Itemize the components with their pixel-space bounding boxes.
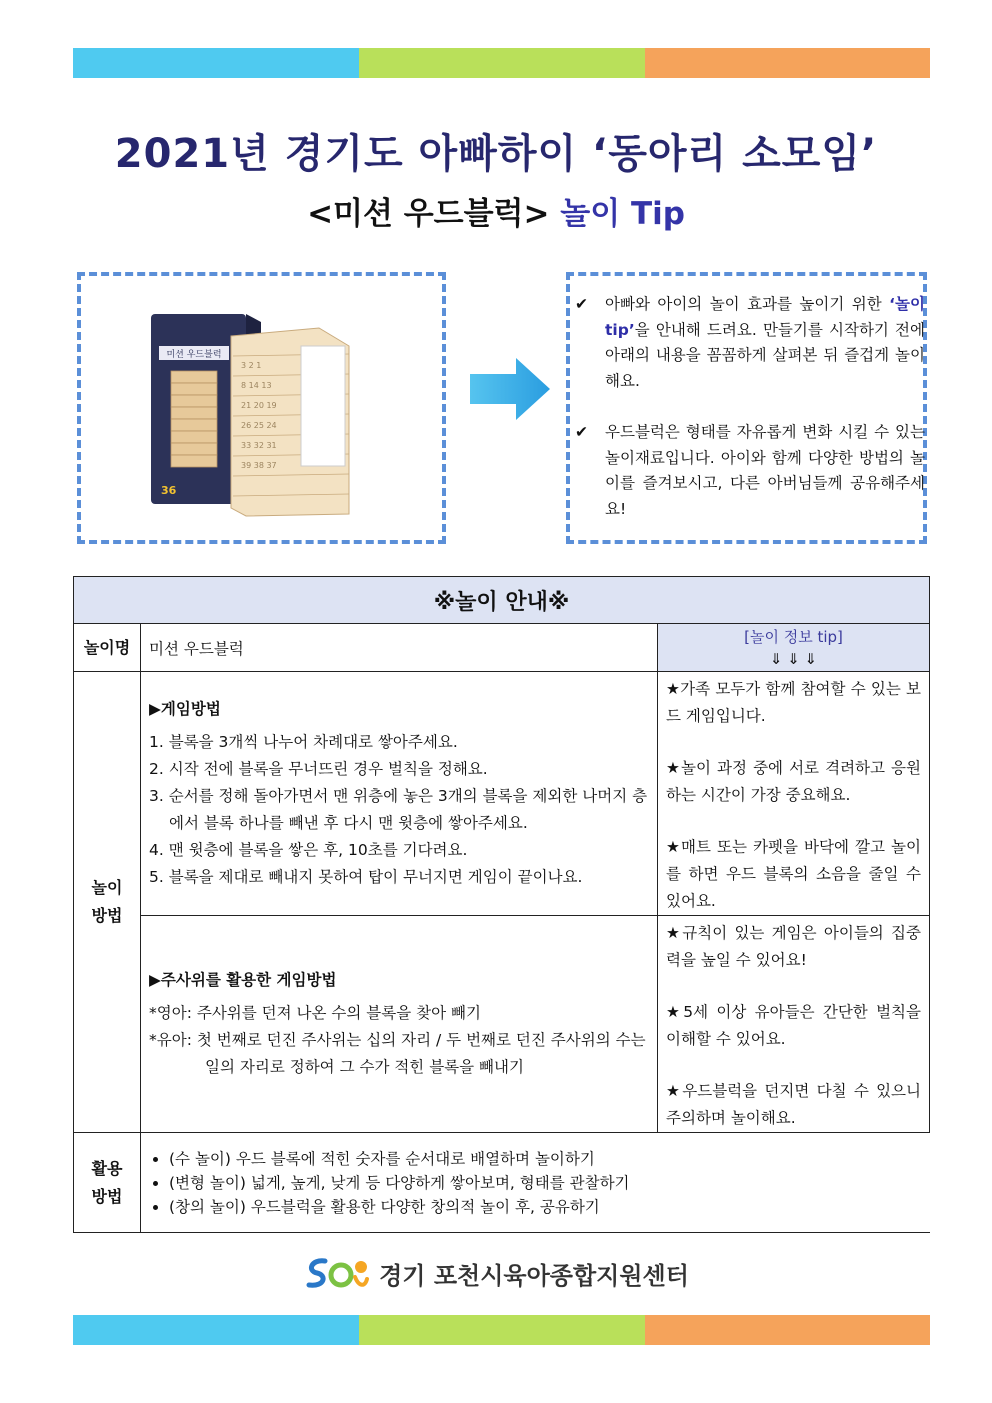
box-count-text: 36 bbox=[161, 484, 177, 497]
intro-bullet-1 bbox=[575, 292, 925, 394]
stripe-green bbox=[359, 1315, 645, 1345]
down-arrows-icon: ⇓ ⇓ ⇓ bbox=[769, 649, 818, 668]
step-3: 3. 순서를 정해 돌아가면서 맨 위층에 놓은 3개의 블록을 제외한 나머지 층에서 블록 하나를 빼낸 후 다시 맨 윗층에 쌓아주세요. bbox=[149, 787, 648, 832]
stripe-cyan bbox=[73, 1315, 359, 1345]
usage-item: • (수 놀이) 우드 블록에 적힌 숫자를 순서대로 배열하며 놀이하기 bbox=[169, 1147, 930, 1171]
game-name-value: 미션 우드블럭 bbox=[141, 624, 658, 672]
game-method-steps bbox=[149, 729, 649, 891]
tip-item: ★가족 모두가 함께 참여할 수 있는 보드 게임입니다. bbox=[666, 680, 921, 725]
product-image-frame bbox=[77, 272, 446, 544]
intro-bullet-2-text: 우드블럭은 형태를 자유롭게 변화 시킬 수 있는 놀이재료입니다. 아이와 함께 다양한 방법의 놀이를 즐겨보시고, 다른 아버님들께 공유해주세요! bbox=[605, 423, 925, 518]
page-subtitle bbox=[0, 188, 992, 233]
step-5: 5. 블록을 제대로 빼내지 못하여 탑이 무너지면 게임이 끝이나요. bbox=[149, 868, 583, 886]
subtitle-game-name: <미션 우드블럭> bbox=[307, 196, 550, 232]
usage-item: • (창의 놀이) 우드블럭을 활용한 다양한 창의적 놀이 후, 공유하기 bbox=[169, 1195, 930, 1219]
footer bbox=[0, 1253, 992, 1293]
svg-text:3 2 1: 3 2 1 bbox=[241, 361, 262, 370]
play-method-label: 놀이 방법 bbox=[74, 672, 141, 1133]
usage-cell bbox=[141, 1133, 930, 1233]
svg-text:26 25 24: 26 25 24 bbox=[241, 421, 277, 430]
page-title: 2021년 경기도 아빠하이 ‘동아리 소모임’ bbox=[114, 131, 878, 177]
intro-bullet-2 bbox=[575, 420, 925, 522]
step-4: 4. 맨 윗층에 블록을 쌓은 후, 10초를 기다려요. bbox=[149, 841, 468, 859]
bottom-color-stripe bbox=[73, 1315, 930, 1345]
subtitle-tip: 놀이 Tip bbox=[560, 196, 685, 232]
usage-list bbox=[141, 1137, 930, 1229]
play-guide-table bbox=[73, 576, 930, 1233]
right-arrow-icon bbox=[470, 358, 552, 424]
box-brand-text: 미션 우드블럭 bbox=[166, 350, 222, 360]
game-name-label: 놀이명 bbox=[74, 624, 141, 672]
tip-header: [놀이 정보 tip] bbox=[744, 627, 843, 646]
stripe-orange bbox=[645, 48, 930, 78]
tips-cell-2 bbox=[658, 916, 930, 1133]
table-header: ※놀이 안내※ bbox=[74, 577, 930, 624]
intro-bullets bbox=[575, 292, 925, 522]
check-icon: ✔ bbox=[575, 423, 588, 441]
stripe-green bbox=[359, 48, 645, 78]
tip-item: ★매트 또는 카펫을 바닥에 깔고 놀이를 하면 우드 블록의 소음을 줄일 수 있어요. bbox=[666, 838, 921, 910]
center-name: 경기 포천시육아종합지원센터 bbox=[379, 1261, 689, 1290]
svg-text:21 20 19: 21 20 19 bbox=[241, 401, 277, 410]
tip-item: ★우드블럭을 던지면 다칠 수 있으니 주의하며 놀이해요. bbox=[666, 1082, 921, 1127]
usage-item: • (변형 놀이) 넓게, 높게, 낮게 등 다양하게 쌓아보며, 형태를 관찰하기 bbox=[169, 1171, 930, 1195]
game-method-cell bbox=[141, 672, 658, 916]
svg-text:33 32 31: 33 32 31 bbox=[241, 441, 277, 450]
stripe-orange bbox=[645, 1315, 930, 1345]
intro-bullet-1-post: 을 안내해 드려요. 만들기를 시작하기 전에 아래의 내용을 꼼꼼하게 살펴본 뒤 즐겁게 놀이해요. bbox=[605, 320, 925, 390]
intro-bullet-1-pre: 아빠와 아이의 놀이 효과를 높이기 위한 bbox=[605, 295, 890, 313]
tip-item: ★규칙이 있는 게임은 아이들의 집중력을 높일 수 있어요! bbox=[666, 924, 921, 969]
game-method-title: ▶게임방법 bbox=[149, 700, 221, 718]
dice-method-title: ▶주사위를 활용한 게임방법 bbox=[149, 971, 337, 989]
step-1: 1. 블록을 3개씩 나누어 차례대로 쌓아주세요. bbox=[149, 733, 458, 751]
wood-block-product-image bbox=[81, 276, 442, 540]
top-color-stripe bbox=[73, 48, 930, 78]
tip-item: ★놀이 과정 중에 서로 격려하고 응원하는 시간이 가장 중요해요. bbox=[666, 759, 921, 804]
tip-header-cell bbox=[658, 624, 930, 672]
tip-item: ★5세 이상 유아들은 간단한 벌칙을 이해할 수 있어요. bbox=[666, 1003, 921, 1048]
stripe-cyan bbox=[73, 48, 359, 78]
dice-method-infant: *영아: 주사위를 던져 나온 수의 블록을 찾아 빼기 bbox=[149, 1004, 481, 1022]
center-logo-icon bbox=[303, 1253, 371, 1293]
usage-label: 활용 방법 bbox=[74, 1133, 141, 1233]
svg-text:39 38 37: 39 38 37 bbox=[241, 461, 277, 470]
intro-bullet-1-emphasis: ‘놀이 tip’ bbox=[605, 295, 925, 339]
dice-method-toddler: *유아: 첫 번째로 던진 주사위는 십의 자리 / 두 번째로 던진 주사위의 수는 일의 자리로 정하여 그 수가 적힌 블록을 빼내기 bbox=[149, 1031, 646, 1076]
step-2: 2. 시작 전에 블록을 무너뜨린 경우 벌칙을 정해요. bbox=[149, 760, 488, 778]
tips-cell-1 bbox=[658, 672, 930, 916]
svg-text:8 14 13: 8 14 13 bbox=[241, 381, 272, 390]
dice-method-cell bbox=[141, 916, 658, 1133]
check-icon: ✔ bbox=[575, 295, 588, 313]
